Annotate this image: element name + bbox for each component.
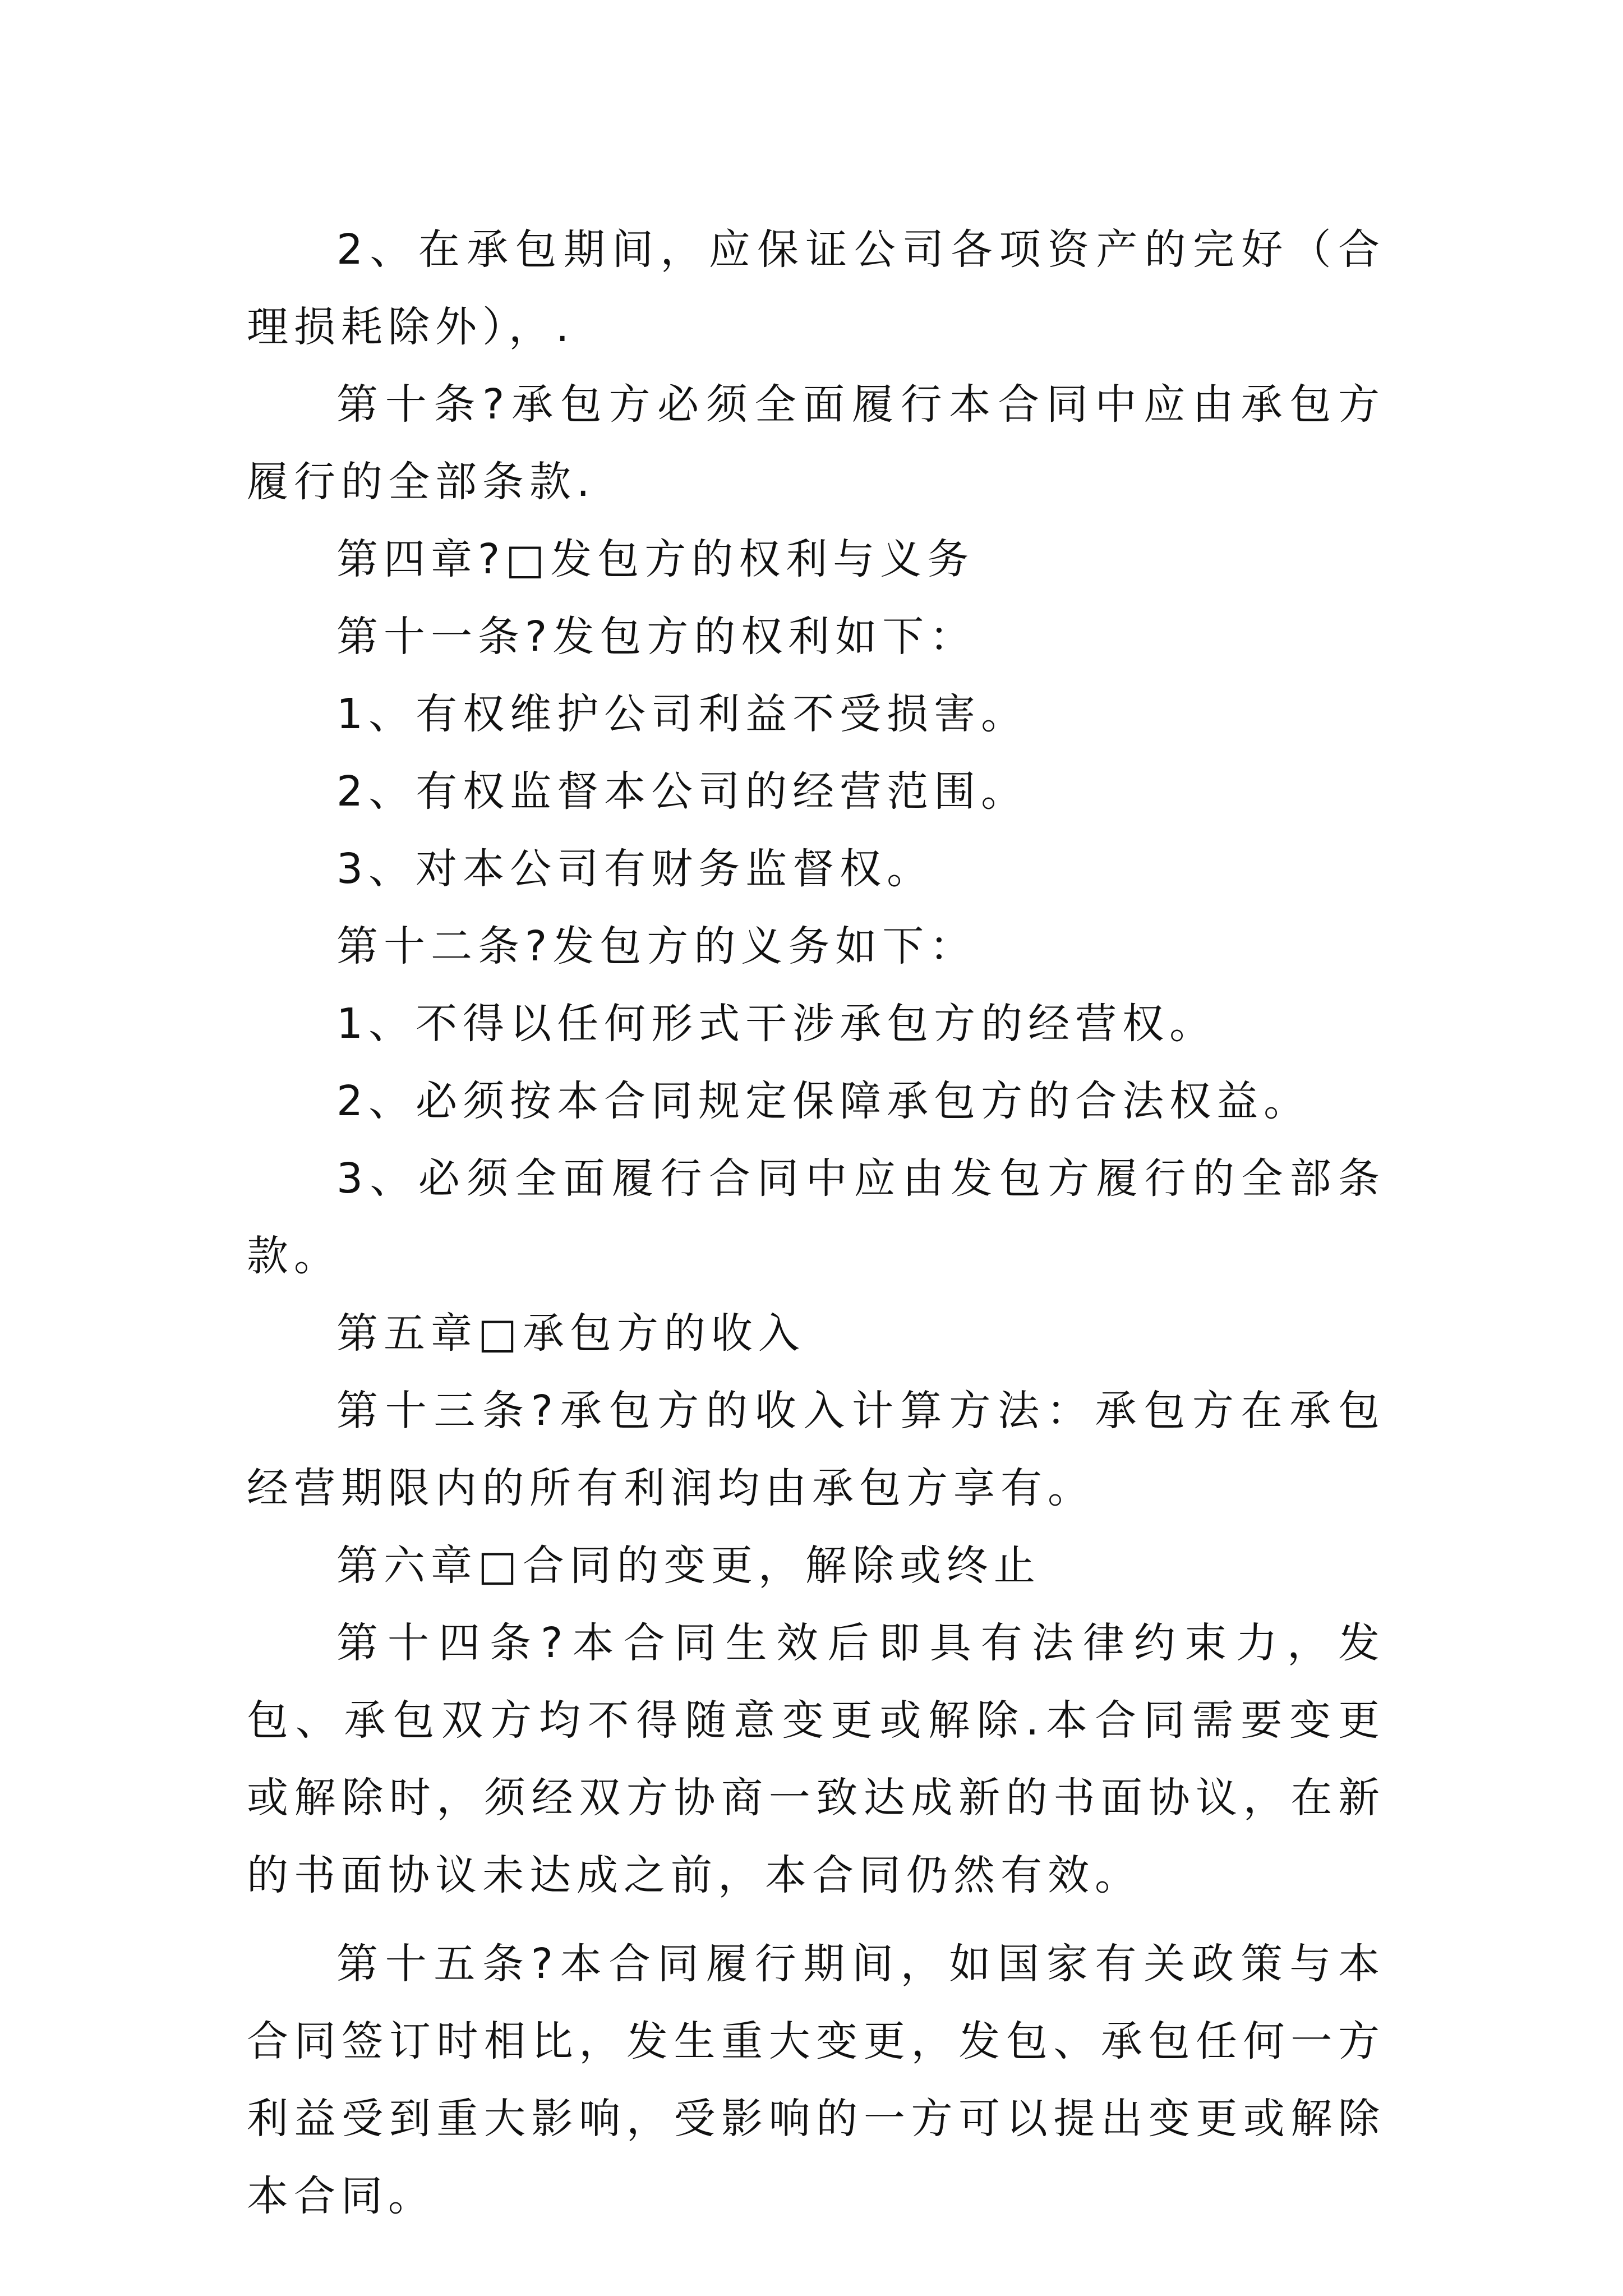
list-item: 1、不得以任何形式干涉承包方的经营权。 (336, 1000, 1217, 1048)
list-item: 1、有权维护公司利益不受损害。 (336, 690, 1029, 738)
list-item: 3、必须全面履行合同中应由发包方履行的全部条款。 (247, 1154, 1385, 1280)
paragraph-article-10: 第十条?承包方必须全面履行本合同中应由承包方履行的全部条款. (247, 380, 1385, 506)
paragraph-asset-protection: 2、在承包期间，应保证公司各项资产的完好（合理损耗除外），. (247, 226, 1385, 351)
chapter-6-heading: 第六章□合同的变更，解除或终止 (336, 1542, 1041, 1590)
paragraph-article-14: 第十四条?本合同生效后即具有法律约束力，发包、承包双方均不得随意变更或解除.本合同需要变更或解除时，须经双方协商一致达成新的书面协议，在新的书面协议未达成之前，本合同仍然有效。 (247, 1619, 1385, 1899)
list-item: 2、有权监督本公司的经营范围。 (336, 767, 1029, 816)
paragraph-article-15: 第十五条?本合同履行期间，如国家有关政策与本合同签订时相比，发生重大变更，发包、承包任何一方利益受到重大影响，受影响的一方可以提出变更或解除本合同。 (247, 1940, 1385, 2220)
chapter-5-heading: 第五章□承包方的收入 (336, 1309, 805, 1358)
paragraph-article-13: 第十三条?承包方的收入计算方法：承包方在承包经营期限内的所有利润均由承包方享有。 (247, 1387, 1385, 1512)
paragraph-article-11: 第十一条?发包方的权利如下： (336, 613, 977, 661)
chapter-4-heading: 第四章?□发包方的权利与义务 (336, 535, 975, 583)
document-body (247, 211, 1385, 2235)
list-item: 2、必须按本合同规定保障承包方的合法权益。 (336, 1077, 1311, 1125)
paragraph-article-12: 第十二条?发包方的义务如下： (336, 922, 977, 970)
list-item: 3、对本公司有财务监督权。 (336, 845, 934, 893)
